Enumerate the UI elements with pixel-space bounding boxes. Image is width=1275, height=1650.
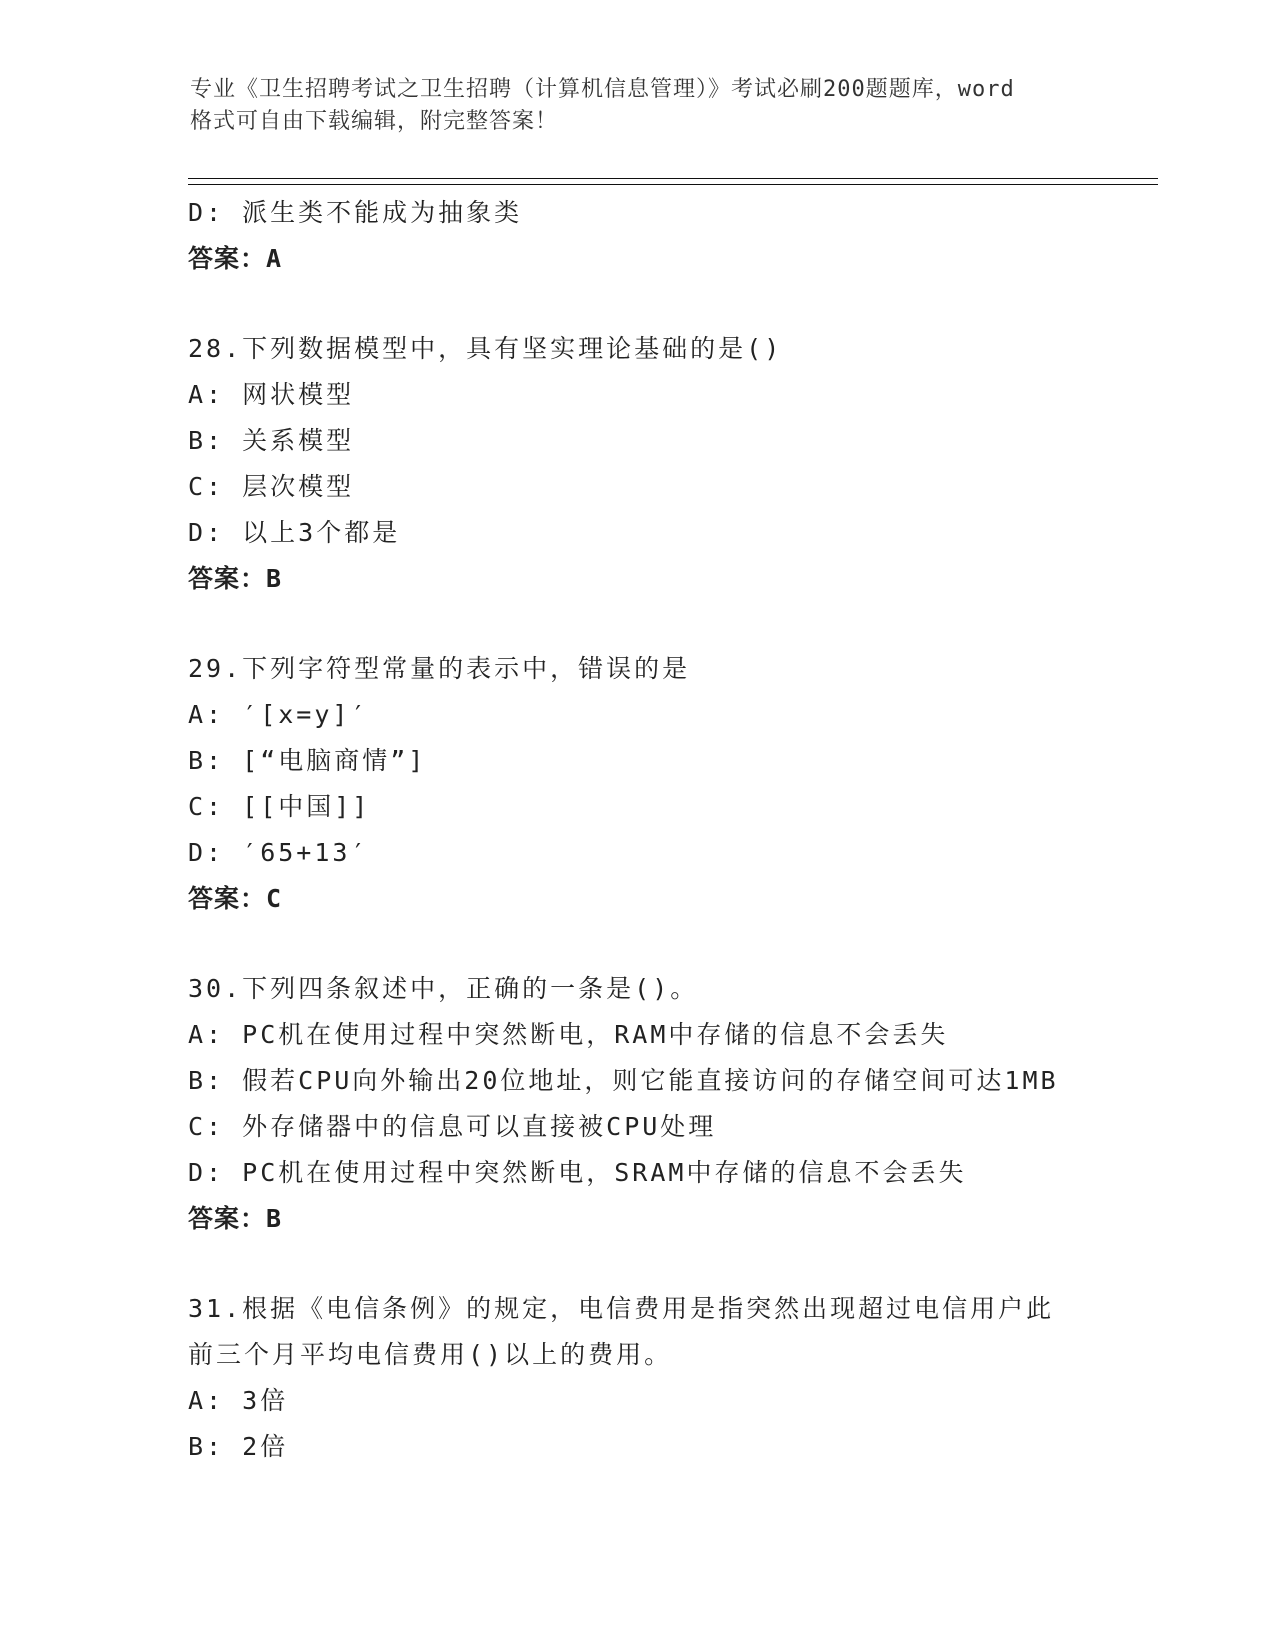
option-d: D: 派生类不能成为抽象类 bbox=[188, 198, 523, 227]
question-text-continued: 前三个月平均电信费用()以上的费用。 bbox=[188, 1340, 673, 1369]
option-d: D: 以上3个都是 bbox=[188, 518, 401, 547]
answer-line: 答案：C bbox=[188, 884, 283, 913]
header-divider-top bbox=[188, 178, 1158, 179]
option-d: D: ′65+13′ bbox=[188, 838, 369, 867]
option-c: C: 层次模型 bbox=[188, 472, 355, 501]
question-28 bbox=[188, 326, 1148, 602]
answer-line: 答案：B bbox=[188, 564, 283, 593]
question-text: 30.下列四条叙述中，正确的一条是()。 bbox=[188, 974, 699, 1003]
question-31 bbox=[188, 1286, 1148, 1470]
option-a: A: 网状模型 bbox=[188, 380, 355, 409]
question-30 bbox=[188, 966, 1148, 1242]
option-c: C: [[中国]] bbox=[188, 792, 371, 821]
option-a: A: PC机在使用过程中突然断电，RAM中存储的信息不会丢失 bbox=[188, 1020, 949, 1049]
question-text: 31.根据《电信条例》的规定，电信费用是指突然出现超过电信用户此 bbox=[188, 1294, 1055, 1323]
question-content bbox=[188, 190, 1148, 1470]
answer-line: 答案：B bbox=[188, 1204, 283, 1233]
question-text: 28.下列数据模型中，具有坚实理论基础的是() bbox=[188, 334, 783, 363]
question-29 bbox=[188, 646, 1148, 922]
question-text: 29.下列字符型常量的表示中，错误的是 bbox=[188, 654, 691, 683]
option-a: A: 3倍 bbox=[188, 1386, 289, 1415]
spacer bbox=[188, 282, 1148, 326]
option-b: B: 2倍 bbox=[188, 1432, 289, 1461]
header-line-2: 格式可自由下载编辑，附完整答案！ bbox=[190, 109, 559, 134]
option-b: B: [“电脑商情”] bbox=[188, 746, 427, 775]
option-b: B: 关系模型 bbox=[188, 426, 355, 455]
answer-line: 答案：A bbox=[188, 244, 283, 273]
option-d: D: PC机在使用过程中突然断电，SRAM中存储的信息不会丢失 bbox=[188, 1158, 967, 1187]
document-header bbox=[190, 74, 1100, 138]
option-c: C: 外存储器中的信息可以直接被CPU处理 bbox=[188, 1112, 717, 1141]
header-divider-bottom bbox=[188, 184, 1158, 185]
header-line-1: 专业《卫生招聘考试之卫生招聘（计算机信息管理）》考试必刷200题题库，word bbox=[190, 77, 1015, 102]
previous-question-tail bbox=[188, 190, 1148, 282]
spacer bbox=[188, 602, 1148, 646]
option-a: A: ′[x=y]′ bbox=[188, 700, 369, 729]
option-b: B: 假若CPU向外输出20位地址，则它能直接访问的存储空间可达1MB bbox=[188, 1066, 1059, 1095]
spacer bbox=[188, 922, 1148, 966]
spacer bbox=[188, 1242, 1148, 1286]
